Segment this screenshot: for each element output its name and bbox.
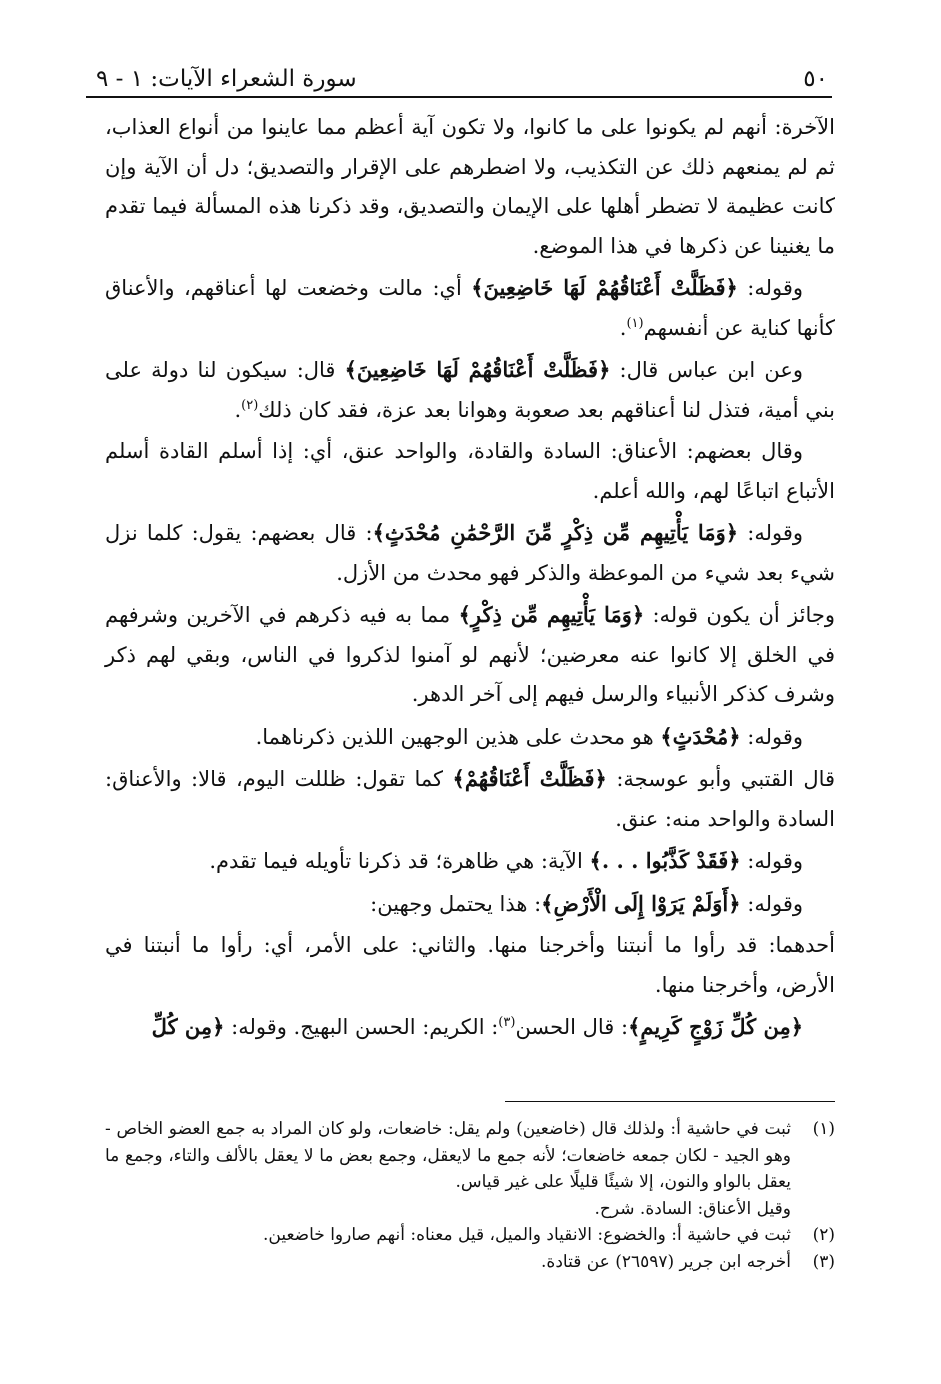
footnote-continuation: وقيل الأعناق: السادة. شرح. xyxy=(594,1198,791,1219)
text-run: هو محدث على هذين الوجهين اللذين ذكرناهما. xyxy=(255,724,661,749)
paragraph xyxy=(105,926,835,1005)
paragraph xyxy=(105,884,835,925)
footnote-number: (٣) xyxy=(812,1251,835,1272)
text-run: وقوله: xyxy=(737,276,804,300)
text-run: قال: سيكون لنا دولة على بني أمية، فتذل لنا أعناقهم بعد صعوبة وهوانا بعد عزة، فقد كان ذلك xyxy=(105,358,835,422)
footnote-ref: (١) xyxy=(626,315,644,331)
paragraph xyxy=(105,759,835,839)
text-run: وجائز أن يكون قوله: xyxy=(644,603,835,627)
footnote xyxy=(105,1222,835,1249)
text-run: مما به فيه ذكرهم في الآخرين وشرفهم في الخلق إلا كانوا عنه معرضين؛ لأنهم لو آمنوا لذكروا في الناس، وبقي لهم ذكر وشرف كذكر الأنبياء والرسل فيهم إلى آخر الدهر. xyxy=(105,603,835,706)
footnotes xyxy=(105,1116,835,1275)
text-run: وعن ابن عباس قال: xyxy=(610,358,804,382)
quran-quote: ﴿فَظَلَّتْ أَعْنَاقُهُمْ﴾ xyxy=(452,766,607,791)
paragraph xyxy=(105,595,835,715)
text-run: . xyxy=(619,315,627,340)
text-run: : قال الحسن xyxy=(515,1015,629,1039)
quran-quote: ﴿مُحْدَثٍ﴾ xyxy=(660,723,741,749)
quran-quote: ﴿مِن كُلِّ زَوْجٍ كَرِيمٍ﴾ xyxy=(628,1014,803,1039)
paragraph xyxy=(105,350,835,430)
footnote-number: (١) xyxy=(812,1119,835,1139)
text-run: أي: مالت وخضعت لها أعناقهم، والأعناق كأنها كناية عن أنفسهم xyxy=(105,276,835,340)
header-rule xyxy=(86,96,832,98)
paragraph xyxy=(105,1007,835,1048)
text-run: وقوله: xyxy=(738,521,803,545)
main-text xyxy=(105,108,835,1050)
text-run: : هذا يحتمل وجهين: xyxy=(370,891,542,916)
quran-quote: ﴿فَظَلَّتْ أَعْنَاقُهُمْ لَهَا خَاضِعِينَ﴾ xyxy=(471,275,738,300)
text-run: : الكريم: الحسن البهيج. وقوله: xyxy=(224,1015,499,1039)
text-run: أحدهما: قد رأوا ما أنبتنا وأخرجنا منها. والثاني: على الأمر، أي: رأوا ما أنبتنا في الأرض، وأخرجنا منها. xyxy=(105,933,835,997)
quran-quote: ﴿وَمَا يَأْتِيهِم مِّن ذِكْرٍ مِّنَ الرَّحْمَٰنِ مُحْدَثٍ﴾ xyxy=(372,520,739,545)
page-number: ٥٠ xyxy=(803,66,828,92)
text-run: وقوله: xyxy=(740,891,803,916)
text-run: وقوله: xyxy=(740,724,803,749)
text-run: : قال بعضهم: يقول: كلما نزل شيء بعد شيء من الموعظة والذكر فهو محدث من الأزل. xyxy=(105,521,835,585)
paragraph xyxy=(105,841,835,882)
text-run: وقوله: xyxy=(740,849,803,873)
paragraph xyxy=(105,513,835,593)
footnote-ref: (٢) xyxy=(241,397,259,413)
footnote xyxy=(105,1249,835,1276)
text-run: وقال بعضهم: الأعناق: السادة والقادة، والواحد عنق، أي: إذا أسلم القادة أسلم الأتباع اتباعًا لهم، والله أعلم. xyxy=(105,439,835,503)
quran-quote: ﴿وَمَا يَأْتِيهِم مِّن ذِكْرٍ﴾ xyxy=(458,602,645,627)
paragraph xyxy=(105,108,835,266)
footnote-number: (٢) xyxy=(812,1225,835,1245)
footnote-rule xyxy=(505,1101,835,1102)
quran-quote: ﴿مِن كُلِّ xyxy=(151,1014,225,1039)
paragraph xyxy=(105,432,835,511)
paragraph xyxy=(105,717,835,758)
text-run: الآخرة: أنهم لم يكونوا على ما كانوا، ولا تكون آية أعظم مما عاينوا من أنواع العذاب، ثم لم يمنعهم ذلك عن التكذيب، ولا اضطرهم على الإقرار والتصديق؛ دل أن الآية وإن كانت عظيمة لا تضطر أهلها على الإيمان والتصديق، وقد ذكرنا هذه المسألة فيما تقدم ما يغنينا عن ذكرها في هذا الموضع. xyxy=(105,115,835,258)
footnote-text: ثبت في حاشية أ: والخضوع: الانقياد والميل، قيل معناه: أنهم صاروا خاضعين. xyxy=(262,1225,791,1245)
running-title: سورة الشعراء الآيات: ١ - ٩ xyxy=(96,66,357,92)
running-header xyxy=(96,56,828,92)
quran-quote: ﴿فَظَلَّتْ أَعْنَاقُهُمْ لَهَا خَاضِعِينَ﴾ xyxy=(344,357,611,382)
text-run: قال القتبي وأبو عوسجة: xyxy=(606,767,836,791)
quran-quote: ﴿فَقَدْ كَذَّبُوا . . .﴾ xyxy=(589,848,741,873)
footnote xyxy=(105,1116,835,1196)
footnote-ref: (٣) xyxy=(498,1015,516,1030)
quran-quote: ﴿أَوَلَمْ يَرَوْا إِلَى الْأَرْضِ﴾ xyxy=(541,890,741,916)
text-run: كما تقول: ظللت اليوم، قالا: والأعناق: السادة والواحد منه: عنق. xyxy=(105,767,835,831)
text-run: الآية: هي ظاهرة؛ قد ذكرنا تأويله فيما تقدم. xyxy=(209,849,590,873)
paragraph xyxy=(105,268,835,348)
text-run: . xyxy=(234,397,242,422)
footnote-text: ثبت في حاشية أ: ولذلك قال (خاضعين) ولم يقل: خاضعات، ولو كان المراد به جمع العضو الخاص - وهو الجيد - لكان جمعه خاضعات؛ لأنه جمع ما لايعقل، وجمع بعض ما لا يعقل بالألف والتاء، وجمع ما يعقل بالواو والنون، إلا شيئًا قليلًا على غير قياس. xyxy=(105,1119,791,1192)
footnote-text: أخرجه ابن جرير (٢٦٥٩٧) عن قتادة. xyxy=(541,1251,791,1272)
